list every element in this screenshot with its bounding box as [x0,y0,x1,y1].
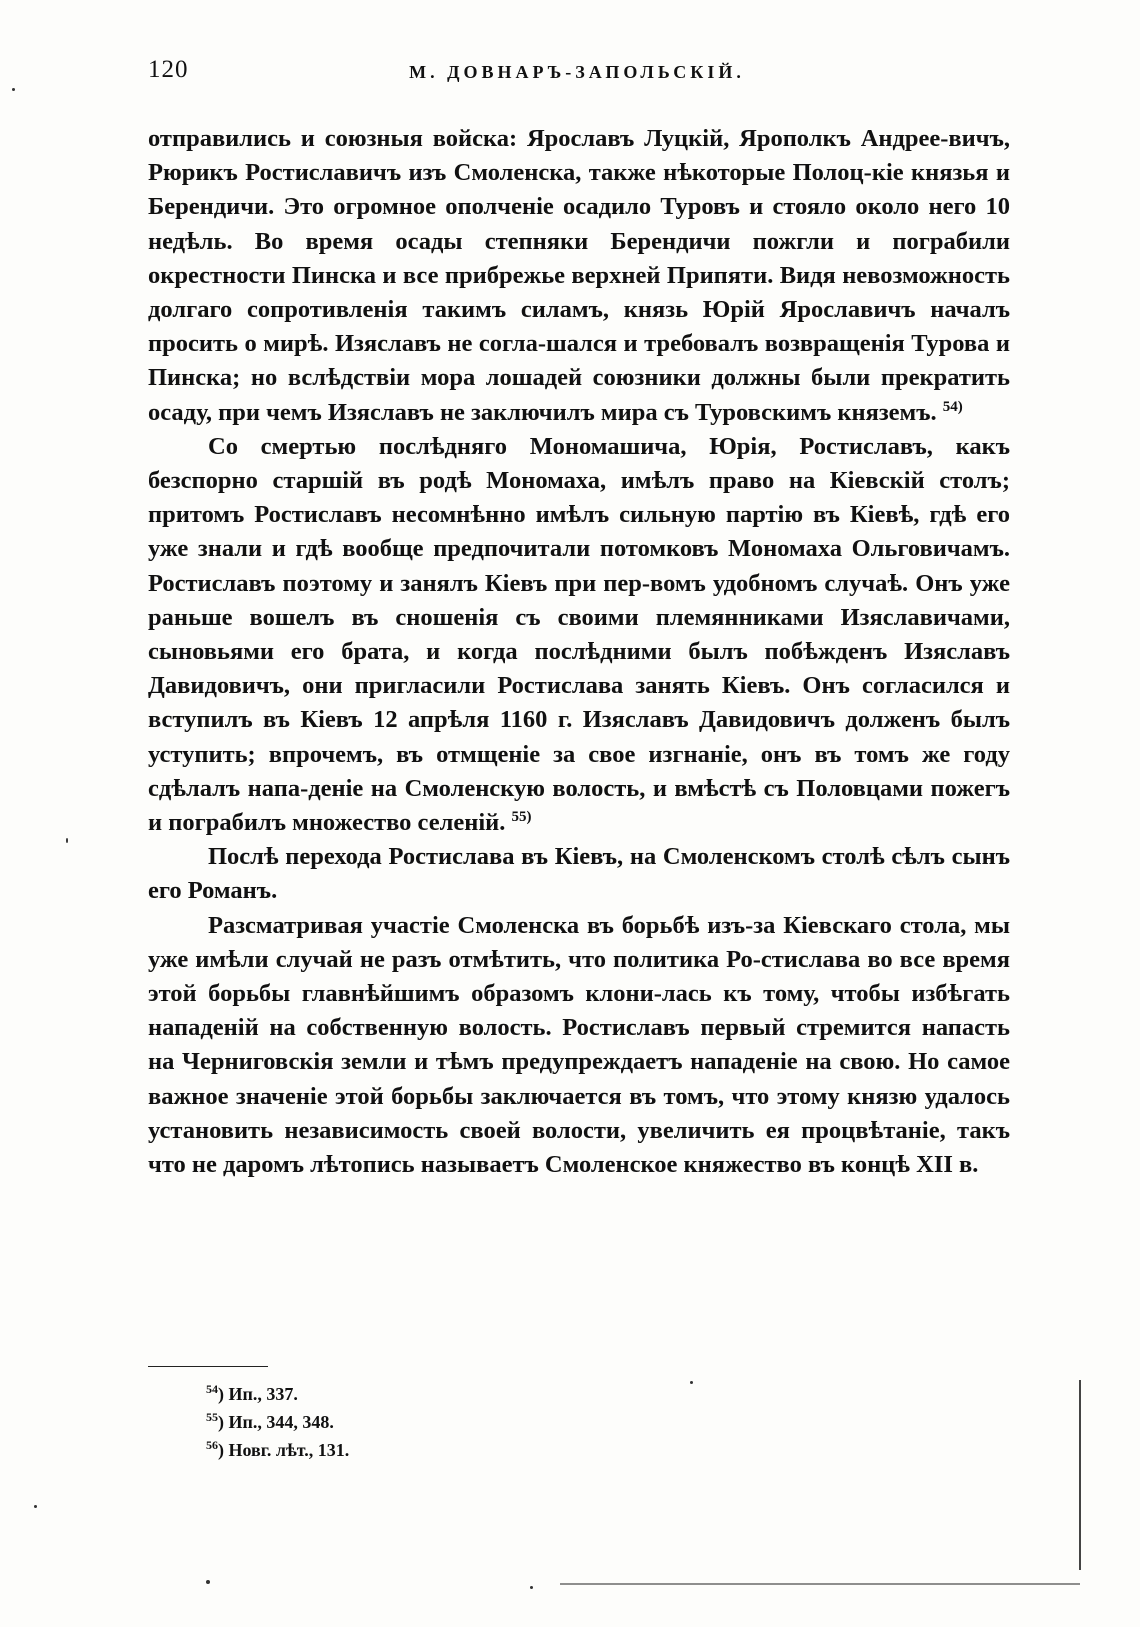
footnote-56 [206,1436,349,1464]
footnote-text: ) Ип., 337. [218,1384,298,1404]
paragraph-2 [148,430,1010,840]
page-number: 120 [148,56,189,83]
paragraph-1 [148,122,1010,430]
paragraph-2-text: Со смертью послѣдняго Мономашича, Юрія, Ростиславъ, какъ безспорно старшій въ родѣ Мономаха, имѣлъ право на Кіевскій столъ; притомъ Ростиславъ несомнѣнно имѣлъ сильную партію въ Кіевѣ, гдѣ его уже знали и гдѣ вообще предпочитали потомковъ Мономаха Ольговичамъ. Ростиславъ поэтому и занялъ Кіевъ при пер-вомъ удобномъ случаѣ. Онъ уже раньше вошелъ въ сношенія съ своими племянниками Изяславичами, сыновьями его брата, и когда послѣдними былъ побѣжденъ Изяславъ Давидовичъ, они пригласили Ростислава занять Кіевъ. Онъ согласился и вступилъ въ Кіевъ 12 апрѣля 1160 г. Изяславъ Давидовичъ долженъ былъ уступить; впрочемъ, въ отмщеніе за свое изгнаніе, онъ въ томъ же году сдѣлалъ напа-деніе на Смоленскую волость, и вмѣстѣ съ Половцами пожегъ и пограбилъ множество селеній. [148,432,1010,837]
footnote-mark: 54 [206,1382,218,1396]
page-header [148,56,1006,96]
scan-edge-mark [560,1583,1080,1585]
footnote-54 [206,1380,349,1408]
paragraph-1-text: отправились и союзныя войска: Ярославъ Луцкій, Ярополкъ Андрее-вичъ, Рюрикъ Ростиславичъ изъ Смоленска, также нѣкоторые Полоц-кіе князья и Берендичи. Это огромное ополченіе осадило Туровъ и стояло около него 10 недѣль. Во время осады степняки Берендичи пожгли и пограбили окрестности Пинска и все прибрежье верхней Припяти. Видя невозможность долгаго сопротивленія такимъ силамъ, князь Юрій Ярославичъ началъ просить о мирѣ. Изяславъ не согла-шался и требовалъ возвращенія Турова и Пинска; но вслѣдствіи мора лошадей союзники должны были прекратить осаду, при чемъ Изяславъ не заключилъ мира съ Туровскимъ княземъ. [148,125,1010,426]
footnote-mark: 56 [206,1438,218,1452]
footnote-ref-54: 54) [942,398,963,415]
footnote-text: ) Новг. лѣт., 131. [218,1440,350,1460]
scan-speck [66,838,68,843]
paragraph-4: Разсматривая участіе Смоленска въ борьбѣ изъ-за Кіевскаго стола, мы уже имѣли случай не разъ отмѣтить, что политика Ро-стислава во все время этой борьбы главнѣйшимъ образомъ клони-лась къ тому, чтобы избѣгать нападеній на собственную волость. Ростиславъ первый стремится напасть на Черниговскія земли и тѣмъ предупреждаетъ нападеніе на свою. Но самое важное значеніе этой борьбы заключается въ томъ, что этому князю удалось установить независимость своей волости, увеличить ея процвѣтаніе, такъ что не даромъ лѣтопись называетъ Смоленское княжество въ концѣ XII в. [148,911,1010,1179]
footnote-text: ) Ип., 344, 348. [218,1412,334,1432]
footnotes [206,1380,349,1464]
footnote-ref-55: 55) [511,808,532,825]
scan-speck [690,1381,693,1384]
scan-speck [34,1505,37,1508]
footnote-rule [148,1366,268,1367]
footnote-55 [206,1408,349,1436]
scan-speck [530,1586,533,1589]
scan-edge-mark [1079,1380,1081,1570]
running-head: М. ДОВНАРЪ-ЗАПОЛЬСКІЙ. [409,62,745,82]
body-text [148,122,1010,1182]
scan-speck [12,88,15,91]
paragraph-3: Послѣ перехода Ростислава въ Кіевъ, на Смоленскомъ столѣ сѣлъ сынъ его Романъ. [148,843,1010,905]
scan-speck [206,1580,210,1584]
footnote-mark: 55 [206,1410,218,1424]
